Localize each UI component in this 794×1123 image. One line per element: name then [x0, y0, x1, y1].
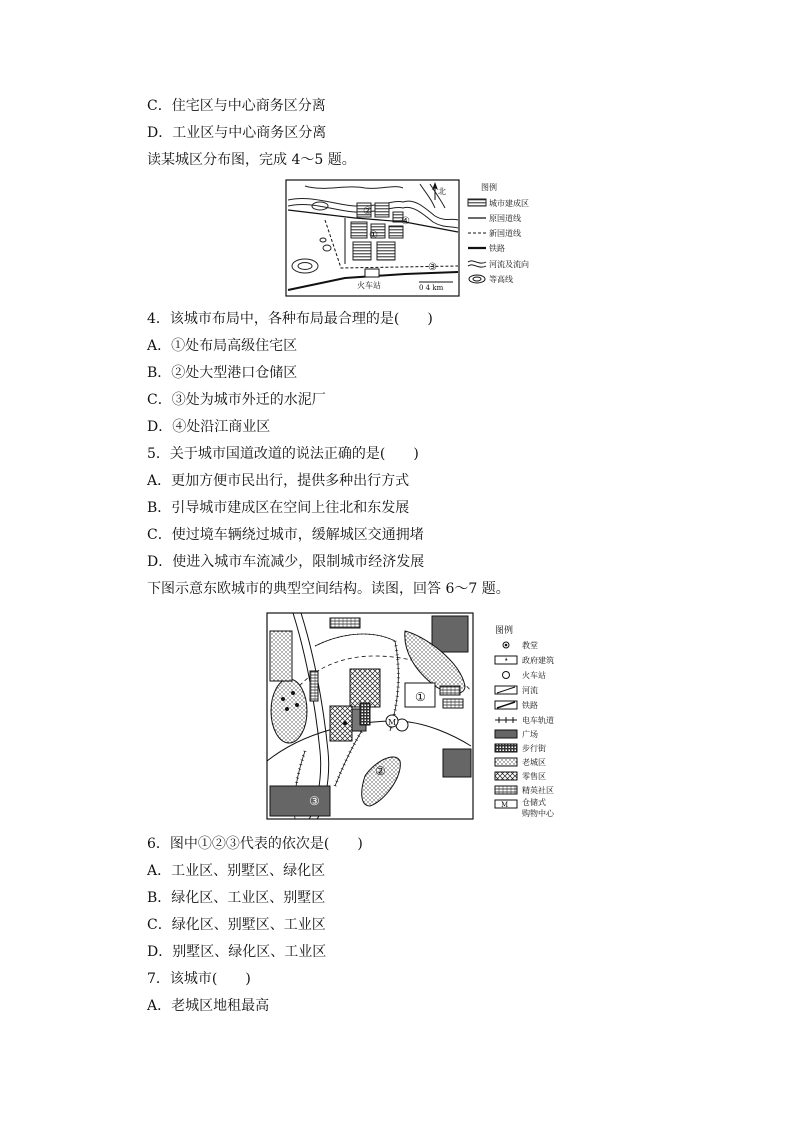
legend-elite: 精英社区 — [522, 786, 554, 795]
marker-3: ③ — [309, 794, 320, 808]
q5-option-c: C．使过境车辆绕过城市，缓解城区交通拥堵 — [147, 527, 424, 543]
scale-label: 0 4 km — [419, 284, 444, 292]
legend-mall: 购物中心 — [522, 809, 554, 818]
legend-title: 图例 — [495, 626, 514, 636]
legend-old-town: 老城区 — [522, 758, 546, 767]
city-district-map — [285, 178, 547, 300]
q6-stem: 6．图中①②③代表的依次是( ) — [147, 836, 363, 852]
legend-m-symbol: M — [501, 801, 509, 809]
marker-3: ③ — [428, 262, 437, 273]
legend-warehouse: 仓储式 — [522, 798, 546, 807]
legend-tram: 电车轨道 — [522, 716, 554, 725]
q6-option-a: A．工业区、别墅区、绿化区 — [147, 863, 326, 879]
q6-option-c: C．绿化区、别墅区、工业区 — [147, 917, 326, 933]
legend-river: 河流 — [522, 686, 538, 695]
legend-retail: 零售区 — [522, 772, 546, 781]
intro-4-5: 读某城区分布图，完成 4～5 题。 — [147, 152, 356, 168]
north-label: 北 — [438, 187, 446, 196]
legend-built: 城市建成区 — [489, 199, 529, 208]
marker-2: ② — [363, 206, 372, 217]
q5-option-b: B．引导城市建成区在空间上往北和东发展 — [147, 500, 410, 516]
legend-title: 图例 — [481, 183, 497, 192]
q4-option-d: D．④处沿江商业区 — [147, 419, 271, 435]
q4-option-c: C．③处为城市外迁的水泥厂 — [147, 392, 326, 408]
legend-old-road: 原国道线 — [489, 214, 521, 223]
legend-church: 教堂 — [522, 641, 538, 650]
q7-stem: 7．该城市( ) — [147, 971, 251, 987]
q6-option-b: B．绿化区、工业区、别墅区 — [147, 890, 326, 906]
east-europe-city-map — [265, 611, 560, 825]
legend-railway: 铁路 — [489, 244, 505, 253]
marker-4: ④ — [401, 216, 410, 227]
legend-river: 河流及流向 — [489, 260, 529, 269]
legend-square: 广场 — [522, 730, 538, 739]
q4-option-a: A．①处布局高级住宅区 — [147, 338, 298, 354]
marker-2: ② — [375, 764, 386, 778]
q6-option-d: D．别墅区、绿化区、工业区 — [147, 944, 327, 960]
legend-government: 政府建筑 — [522, 656, 554, 665]
q4-option-b: B．②处大型港口仓储区 — [147, 365, 298, 381]
legend-station: 火车站 — [522, 671, 546, 680]
option-c-prev: C．住宅区与中心商务区分离 — [147, 98, 326, 114]
q5-option-a: A．更加方便市民出行，提供多种出行方式 — [147, 473, 410, 489]
legend-new-road: 新国道线 — [489, 229, 521, 238]
legend-railway: 铁路 — [522, 701, 538, 710]
station-label: 火车站 — [357, 281, 381, 290]
q5-stem: 5．关于城市国道改道的说法正确的是( ) — [147, 446, 419, 462]
intro-6-7: 下图示意东欧城市的典型空间结构。读图，回答 6～7 题。 — [147, 581, 510, 597]
mall-marker: M — [388, 718, 397, 727]
q7-option-a: A．老城区地租最高 — [147, 998, 270, 1014]
q4-stem: 4．该城市布局中，各种布局最合理的是( ) — [147, 311, 433, 327]
marker-1: ① — [415, 690, 426, 704]
option-d-prev: D．工业区与中心商务区分离 — [147, 125, 327, 141]
legend-pedestrian: 步行街 — [522, 744, 546, 753]
legend-contour: 等高线 — [489, 275, 513, 284]
marker-1: ① — [369, 230, 378, 241]
q5-option-d: D．使进入城市车流减少，限制城市经济发展 — [147, 554, 425, 570]
